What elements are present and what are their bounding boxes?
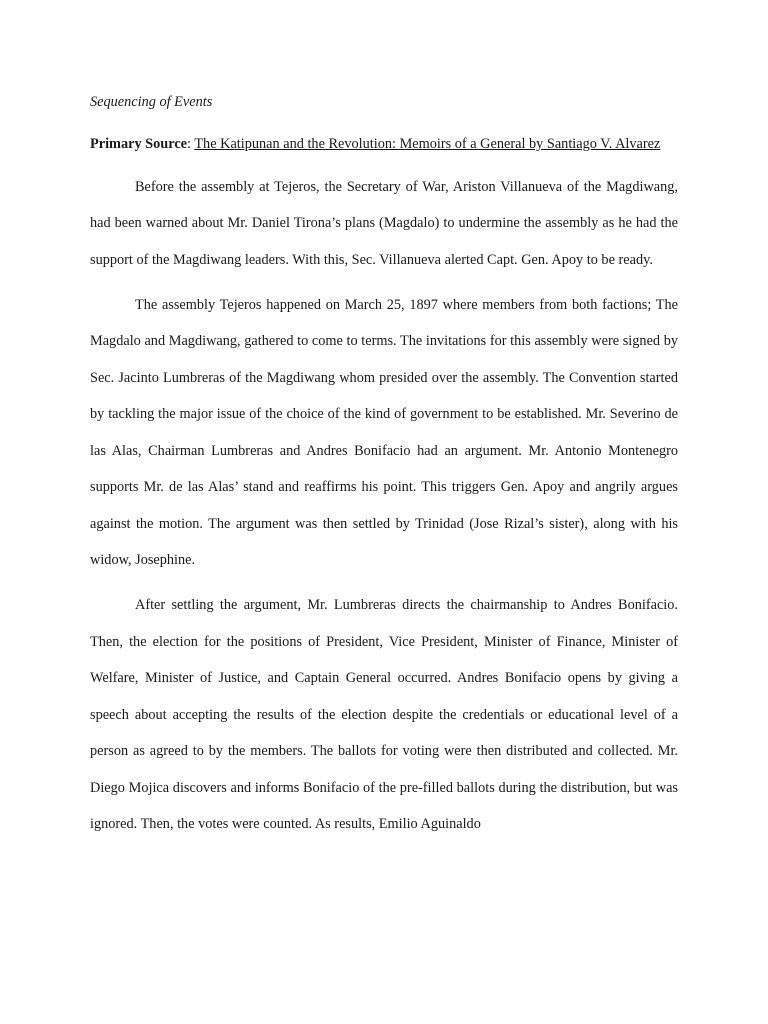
document-page: [90, 84, 678, 851]
primary-source-title: The Katipunan and the Revolution: Memoirs of a General by Santiago V. Alvarez: [194, 136, 661, 152]
paragraph-3: After settling the argument, Mr. Lumbreras directs the chairmanship to Andres Bonifacio. Then, the election for the positions of President, Vice President, Minister of Finance, Minister of Welfare, Minister of Justice, and Captain General occurred. Andres Bonifacio opens by giving a speech about accepting the results of the election despite the credentials or educational level of a person as agreed to by the members. The ballots for voting were then distributed and collected. Mr. Diego Mojica discovers and informs Bonifacio of the pre-filled ballots during the distribution, but was ignored. Then, the votes were counted. As results, Emilio Aguinaldo: [90, 597, 678, 832]
primary-source-label: Primary Source: [90, 136, 188, 152]
document-heading: Sequencing of Events: [90, 94, 213, 110]
primary-source-line: [90, 126, 678, 163]
paragraph-2: The assembly Tejeros happened on March 25, 1897 where members from both factions; The Magdalo and Magdiwang, gathered to come to terms. The invitations for this assembly were signed by Sec. Jacinto Lumbreras of the Magdiwang whom presided over the assembly. The Convention started by tackling the major issue of the choice of the kind of government to be established. Mr. Severino de las Alas, Chairman Lumbreras and Andres Bonifacio had an argument. Mr. Antonio Montenegro supports Mr. de las Alas’ stand and reaffirms his point. This triggers Gen. Apoy and angrily argues against the motion. The argument was then settled by Trinidad (Jose Rizal’s sister), along with his widow, Josephine.: [90, 296, 678, 568]
paragraph-1: Before the assembly at Tejeros, the Secretary of War, Ariston Villanueva of the Magdiwang, had been warned about Mr. Daniel Tirona’s plans (Magdalo) to undermine the assembly as he had the support of the Magdiwang leaders. With this, Sec. Villanueva alerted Capt. Gen. Apoy to be ready.: [90, 178, 678, 268]
primary-source-separator: :: [187, 136, 195, 152]
